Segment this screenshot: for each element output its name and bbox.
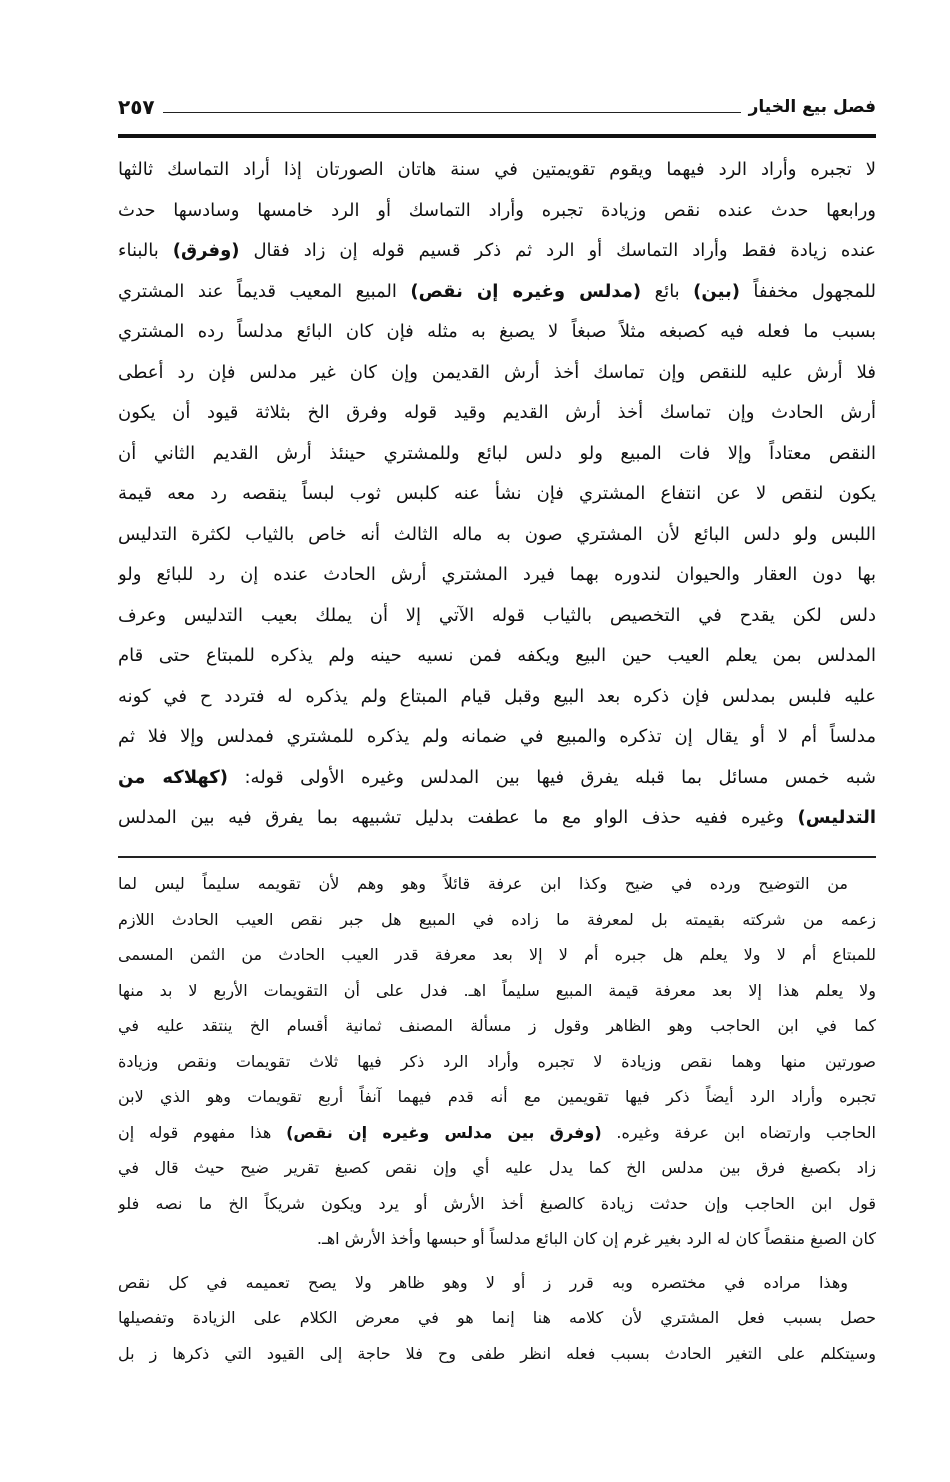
bold-matn-text: (بين)	[693, 280, 740, 302]
footnote-line	[118, 1150, 876, 1186]
footnote-line	[118, 1265, 876, 1301]
text-line	[118, 393, 876, 434]
footnote-line	[118, 1079, 876, 1115]
text-segment: عليه فلبس بمدلس فإن ذكره بعد البيع وقبل قيام المبتاع ولم يذكره له فتردد ح في كونه	[118, 685, 876, 707]
footnote-line	[118, 1221, 876, 1257]
text-segment: النقص معتاداً وإلا فات المبيع ولو دلس لبائع وللمشتري حينئذ أرش القديم الثاني أن	[118, 442, 876, 464]
footnote-separator	[118, 856, 876, 858]
text-segment: كما في ابن الحاجب وهو الظاهر وقول ز مسألة المصنف ثمانية أقسام الخ ينتقد عليه في	[118, 1016, 876, 1035]
text-line	[118, 434, 876, 475]
footnote-line	[118, 1115, 876, 1151]
text-segment: اللبس ولو دلس البائع لأن المشتري صون به ماله الثالث أنه خاص بالثياب لكثرة التدليس	[118, 523, 876, 545]
header-divider	[163, 112, 741, 113]
text-segment: وسيتكلم على التغير الحادث بسبب فعله انظر طفى وح فلا حاجة إلى القيود التي ذكرها ز بل	[118, 1343, 876, 1363]
text-segment: لا تجبره وأراد الرد فيهما ويقوم تقويمتين في سنة هاتان الصورتان إذا أراد التماسك ثالثها	[118, 159, 876, 180]
footnote-line	[118, 1008, 876, 1044]
text-line	[118, 717, 876, 758]
page-number: ٢٥٧	[118, 95, 155, 119]
text-segment: كان الصبغ منقصاً كان له الرد بغير غرم إن كان البائع مدلساً أو حبسها وأخذ الأرش اهـ.	[316, 1229, 876, 1248]
text-line	[118, 596, 876, 637]
text-segment: المدلس بمن يعلم العيب حين البيع ويكفه فمن نسيه حينه ولم يذكره للمبتاع حتى قام	[118, 645, 876, 666]
text-segment: وغيره ففيه حذف الواو مع ما عطفت بدليل تشبيهه بما يفرق فيه بين المدلس	[118, 807, 798, 828]
text-line	[118, 191, 876, 232]
text-segment: شبه خمس مسائل بما قبله يفرق فيها بين المدلس وغيره الأولى قوله:	[228, 766, 876, 788]
text-segment: الحاجب وارتضاه ابن عرفة وغيره.	[601, 1122, 876, 1142]
bold-matn-text: التدليس)	[797, 807, 876, 828]
footnote-line	[118, 902, 876, 938]
footnote-line	[118, 1186, 876, 1222]
text-segment: مدلساً أم لا أو يقال إن تذكره والمبيع في ضمانه ولم يذكره للمشتري فمدلس وإلا فلا ثم	[118, 726, 876, 747]
text-segment: ورابعها حدث عنده نقص وزيادة تجبره وأراد التماسك أو الرد خامسها وسادسها حدث	[118, 199, 876, 221]
text-line	[118, 272, 876, 313]
text-segment: بائع	[641, 280, 694, 302]
text-segment: زاد بكصبغ فرق بين مدلس الخ كما يدل عليه أي وإن نقص كصبغ تقرير ضيح حيث قال في	[118, 1158, 876, 1177]
text-segment: صورتين منها وهما نقص وزيادة لا تجبره وأراد الرد ذكر فيها ثلاث تقويمات ونقص وزيادة	[118, 1051, 876, 1071]
text-segment: تجبره وأراد الرد أيضاً ذكر فيها تقويمين مع أنه قدم فيهما آنفاً أربع تقويمات وهو الذي لابن	[118, 1087, 876, 1106]
text-line	[118, 677, 876, 718]
bold-matn-text: (وفرق)	[172, 240, 240, 261]
text-line	[118, 312, 876, 353]
footnote-line	[118, 937, 876, 973]
text-line	[118, 150, 876, 191]
text-line	[118, 474, 876, 515]
footnote-line	[118, 1044, 876, 1080]
text-segment: بالبناء	[118, 240, 173, 261]
text-segment: المبيع المعيب قديماً عند المشتري	[118, 280, 411, 302]
bold-matn-text: (مدلس وغيره إن نقص)	[410, 280, 642, 302]
text-line	[118, 636, 876, 677]
text-segment: هذا مفهوم قوله إن	[118, 1122, 287, 1142]
text-segment: للمجهول مخففاً	[739, 280, 876, 302]
text-segment: زعمه من شركته بقيمته بل لمعرفة ما زاده في المبيع هل جبر نقص العيب الحادث اللازم	[118, 909, 876, 929]
text-segment: من التوضيح ورده في ضيح وكذا ابن عرفة قائلاً وهو وهم لأن تقويمه سليماً ليس لما	[118, 874, 848, 893]
text-segment: دلس لكن يقدح في التخصيص بالثياب قوله الآتي إلا أن يملك بعيب التدليس وعرف	[118, 604, 876, 626]
running-header	[118, 92, 876, 122]
text-segment: قول ابن الحاجب وإن حدثت زيادة كالصبغ أخذ الأرش أو يرد ويكون شريكاً الخ ما نصه فلو	[118, 1193, 876, 1213]
text-line	[118, 231, 876, 272]
text-segment: يكون لنقص لا عن انتفاع المشتري فإن نشأ عنه كلبس ثوب لبساً ينقصه رد معه قيمة	[118, 483, 876, 504]
bold-matn-text: (وفرق بين مدلس وغيره إن نقص)	[286, 1122, 602, 1142]
footnote-line	[118, 1336, 876, 1372]
text-segment: بسبب ما فعله فيه كصبغه مثلاً صبغاً لا يصبغ به مثله فإن كان البائع مدلساً رده المشتري	[118, 321, 876, 342]
text-segment: وهذا مراده في مختصره وبه قرر ز أو لا وهو ظاهر ولا يصح تعميمه في كل نقص	[118, 1272, 848, 1292]
text-line	[118, 555, 876, 596]
text-segment: للمبتاع أم لا ولا يعلم هل جبره أم لا إلا بعد معرفة قدر العيب الحادث من الثمن المسمى	[118, 945, 876, 964]
chapter-title: فصل بيع الخيار	[748, 97, 876, 117]
text-line	[118, 758, 876, 799]
text-line	[118, 353, 876, 394]
text-segment: عنده زيادة فقط وأراد التماسك أو الرد ثم ذكر قسيم قوله إن زاد فقال	[239, 240, 876, 261]
text-segment: فلا أرش عليه للنقص وإن تماسك أخذ أرش القديمن وإن كان غير مدلس فإن رد أعطى	[118, 361, 876, 383]
text-segment: بها دون العقار والحيوان لندوره بهما فيرد المشتري أرش الحادث عنده إن رد للبائع ولو	[118, 564, 876, 585]
text-segment: أرش الحادث وإن تماسك أخذ أرش القديم وقيد قوله وفرق الخ بثلاثة قيود أن يكون	[118, 402, 876, 423]
footnote-line	[118, 1300, 876, 1336]
footnotes	[118, 866, 876, 1371]
text-segment: حصل بسبب فعل المشتري لأن كلامه هنا إنما هو في معرض الكلام على الزيادة وتفصيلها	[118, 1308, 876, 1327]
bold-matn-text: (كهلاكه من	[118, 766, 228, 788]
footnote-line	[118, 973, 876, 1009]
text-line	[118, 515, 876, 556]
text-segment: ولا يعلم هذا إلا بعد معرفة قيمة المبيع سليماً اهـ. فدل على أن التقويمات الأربع لا بد منها	[118, 980, 876, 1000]
footnote-line	[118, 866, 876, 902]
header-rule	[118, 134, 876, 138]
main-text	[118, 150, 876, 839]
text-line	[118, 798, 876, 839]
